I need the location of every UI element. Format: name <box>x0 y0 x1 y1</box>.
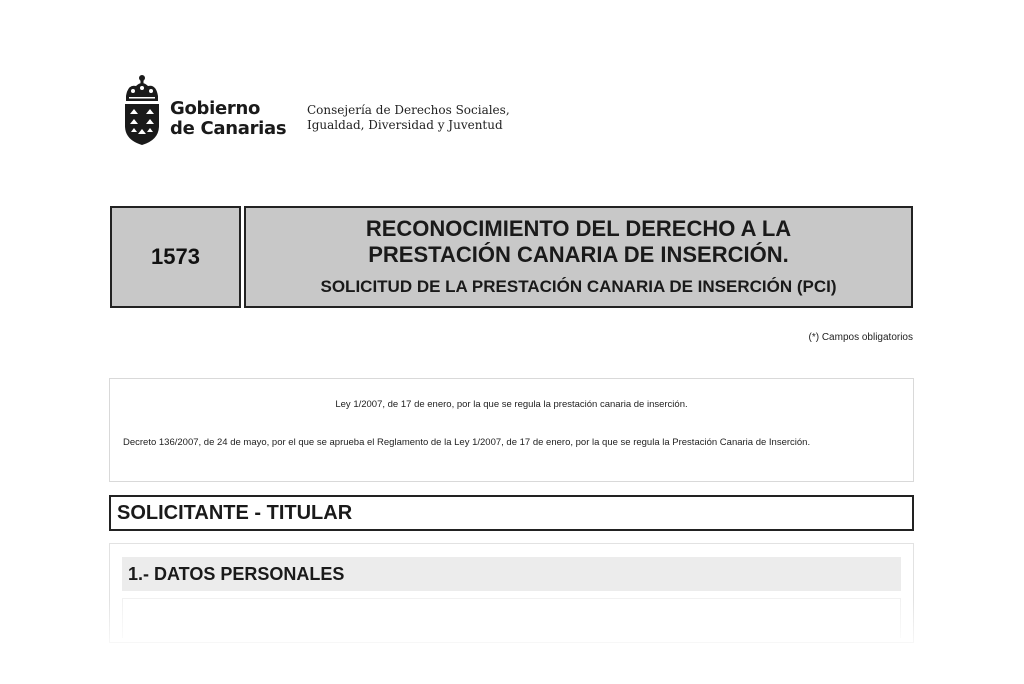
form-title-box <box>110 206 913 308</box>
section-applicant-header: SOLICITANTE - TITULAR <box>109 495 914 531</box>
government-name <box>170 99 286 139</box>
form-title-line-2: PRESTACIÓN CANARIA DE INSERCIÓN. <box>368 242 789 267</box>
department-name-line-1: Consejería de Derechos Sociales, <box>307 103 510 117</box>
form-title-line-1: RECONOCIMIENTO DEL DERECHO A LA <box>365 216 792 241</box>
form-title <box>246 216 911 268</box>
decree-reference: Decreto 136/2007, de 24 de mayo, por el que se aprueba el Reglamento de la Ley 1/2007, de 17 de enero, por la que se regula la Prestación Canaria de Inserción. <box>123 437 811 448</box>
form-code: 1573 <box>110 206 241 308</box>
department-name-line-2: Igualdad, Diversidad y Juventud <box>307 118 503 132</box>
coat-of-arms-icon <box>122 74 162 146</box>
government-name-line-2: de Canarias <box>170 118 287 139</box>
personal-data-header: 1.- DATOS PERSONALES <box>122 557 901 591</box>
form-subtitle: SOLICITUD DE LA PRESTACIÓN CANARIA DE INSERCIÓN (PCI) <box>320 277 837 296</box>
form-title-cell <box>244 206 913 308</box>
law-reference: Ley 1/2007, de 17 de enero, por la que se regula la prestación canaria de inserción. <box>335 399 688 410</box>
government-logo <box>122 74 286 146</box>
department-name <box>307 103 510 133</box>
bottom-fade <box>0 600 1024 684</box>
mandatory-fields-note: (*) Campos obligatorios <box>808 332 913 343</box>
government-name-line-1: Gobierno <box>170 98 261 119</box>
legal-references-box <box>109 378 914 482</box>
